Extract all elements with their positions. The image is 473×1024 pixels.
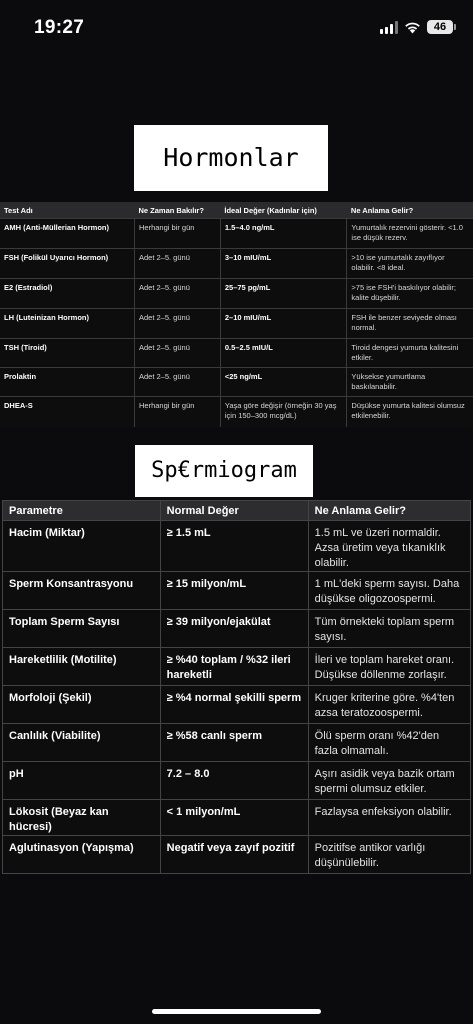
test-meaning: Düşükse yumurta kalitesi olumsuz etkilenebilir. xyxy=(347,397,473,428)
test-meaning: Yüksekse yumurtlama baskılanabilir. xyxy=(347,368,473,397)
test-when: Adet 2–5. günü xyxy=(134,368,220,397)
normal-value: ≥ 15 milyon/mL xyxy=(160,572,308,610)
parameter-name: Morfoloji (Şekil) xyxy=(3,686,161,724)
test-when: Adet 2–5. günü xyxy=(134,279,220,309)
table-row xyxy=(3,836,471,874)
meaning-text: Fazlaysa enfeksiyon olabilir. xyxy=(308,800,470,836)
table-row xyxy=(0,219,473,249)
parameter-name: Lökosit (Beyaz kan hücresi) xyxy=(3,800,161,836)
table-row xyxy=(3,762,471,800)
test-name: FSH (Folikül Uyarıcı Hormon) xyxy=(0,249,134,279)
test-when: Herhangi bir gün xyxy=(134,219,220,249)
table-row xyxy=(3,572,471,610)
test-name: AMH (Anti-Müllerian Hormon) xyxy=(0,219,134,249)
battery-icon: 46 xyxy=(427,20,453,34)
test-when: Adet 2–5. günü xyxy=(134,339,220,368)
test-meaning: FSH ile benzer seviyede olması normal. xyxy=(347,309,473,339)
column-header: Normal Değer xyxy=(160,501,308,521)
hormones-table xyxy=(0,202,473,427)
test-meaning: >75 ise FSH'i baskılıyor olabilir; kalite düşebilir. xyxy=(347,279,473,309)
test-value: 25–75 pg/mL xyxy=(220,279,347,309)
meaning-text: Pozitifse antikor varlığı düşünülebilir. xyxy=(308,836,470,874)
test-when: Herhangi bir gün xyxy=(134,397,220,428)
parameter-name: Hareketlilik (Motilite) xyxy=(3,648,161,686)
normal-value: 7.2 – 8.0 xyxy=(160,762,308,800)
test-name: DHEA-S xyxy=(0,397,134,428)
test-meaning: Tiroid dengesi yumurta kalitesini etkiler. xyxy=(347,339,473,368)
normal-value: ≥ %4 normal şekilli sperm xyxy=(160,686,308,724)
parameter-name: pH xyxy=(3,762,161,800)
meaning-text: 1.5 mL ve üzeri normaldir. Azsa üretim veya tıkanıklık olabilir. xyxy=(308,521,470,572)
column-header: Test Adı xyxy=(0,202,134,219)
column-header: İdeal Değer (Kadınlar için) xyxy=(220,202,347,219)
wifi-icon xyxy=(404,21,421,34)
clock: 19:27 xyxy=(34,17,85,38)
table-header-row xyxy=(3,501,471,521)
test-value: Yaşa göre değişir (örneğin 30 yaş için 150–300 mcg/dL) xyxy=(220,397,347,428)
table-row xyxy=(0,397,473,428)
parameter-name: Toplam Sperm Sayısı xyxy=(3,610,161,648)
test-name: TSH (Tiroid) xyxy=(0,339,134,368)
normal-value: Negatif veya zayıf pozitif xyxy=(160,836,308,874)
normal-value: ≥ %40 toplam / %32 ileri hareketli xyxy=(160,648,308,686)
table-row xyxy=(3,800,471,836)
normal-value: ≥ 1.5 mL xyxy=(160,521,308,572)
table-row xyxy=(0,249,473,279)
meaning-text: İleri ve toplam hareket oranı. Düşükse döllenme zorlaşır. xyxy=(308,648,470,686)
table-row xyxy=(3,724,471,762)
test-name: LH (Luteinizan Hormon) xyxy=(0,309,134,339)
parameter-name: Sperm Konsantrasyonu xyxy=(3,572,161,610)
meaning-text: Aşırı asidik veya bazik ortam spermi olumsuz etkiler. xyxy=(308,762,470,800)
meaning-text: Ölü sperm oranı %42'den fazla olmamalı. xyxy=(308,724,470,762)
table-row xyxy=(3,610,471,648)
test-when: Adet 2–5. günü xyxy=(134,309,220,339)
test-when: Adet 2–5. günü xyxy=(134,249,220,279)
spermiogram-title: Sp€rmiogram xyxy=(135,445,313,497)
cellular-signal-icon xyxy=(380,21,398,34)
table-row xyxy=(3,686,471,724)
table-row xyxy=(3,648,471,686)
column-header: Parametre xyxy=(3,501,161,521)
test-name: Prolaktin xyxy=(0,368,134,397)
column-header: Ne Anlama Gelir? xyxy=(347,202,473,219)
test-meaning: >10 ise yumurtalık zayıflıyor olabilir. <8 ideal. xyxy=(347,249,473,279)
normal-value: ≥ %58 canlı sperm xyxy=(160,724,308,762)
table-header-row xyxy=(0,202,473,219)
test-value: <25 ng/mL xyxy=(220,368,347,397)
test-meaning: Yumurtalık rezervini gösterir. <1.0 ise düşük rezerv. xyxy=(347,219,473,249)
meaning-text: Kruger kriterine göre. %4'ten azsa teratozoospermi. xyxy=(308,686,470,724)
table-row xyxy=(0,309,473,339)
test-value: 3–10 mIU/mL xyxy=(220,249,347,279)
hormones-title: Hormonlar xyxy=(134,125,328,191)
normal-value: ≥ 39 milyon/ejakülat xyxy=(160,610,308,648)
test-value: 2–10 mIU/mL xyxy=(220,309,347,339)
status-icons xyxy=(380,20,453,34)
meaning-text: 1 mL'deki sperm sayısı. Daha düşükse oligozoospermi. xyxy=(308,572,470,610)
meaning-text: Tüm örnekteki toplam sperm sayısı. xyxy=(308,610,470,648)
test-value: 0.5–2.5 mIU/L xyxy=(220,339,347,368)
parameter-name: Canlılık (Viabilite) xyxy=(3,724,161,762)
table-row xyxy=(0,368,473,397)
spermiogram-table xyxy=(2,500,471,874)
test-name: E2 (Estradiol) xyxy=(0,279,134,309)
column-header: Ne Zaman Bakılır? xyxy=(134,202,220,219)
test-value: 1.5–4.0 ng/mL xyxy=(220,219,347,249)
table-row xyxy=(3,521,471,572)
parameter-name: Aglutinasyon (Yapışma) xyxy=(3,836,161,874)
status-bar xyxy=(0,0,473,58)
normal-value: < 1 milyon/mL xyxy=(160,800,308,836)
home-indicator[interactable] xyxy=(152,1009,321,1014)
column-header: Ne Anlama Gelir? xyxy=(308,501,470,521)
table-row xyxy=(0,279,473,309)
table-row xyxy=(0,339,473,368)
parameter-name: Hacim (Miktar) xyxy=(3,521,161,572)
